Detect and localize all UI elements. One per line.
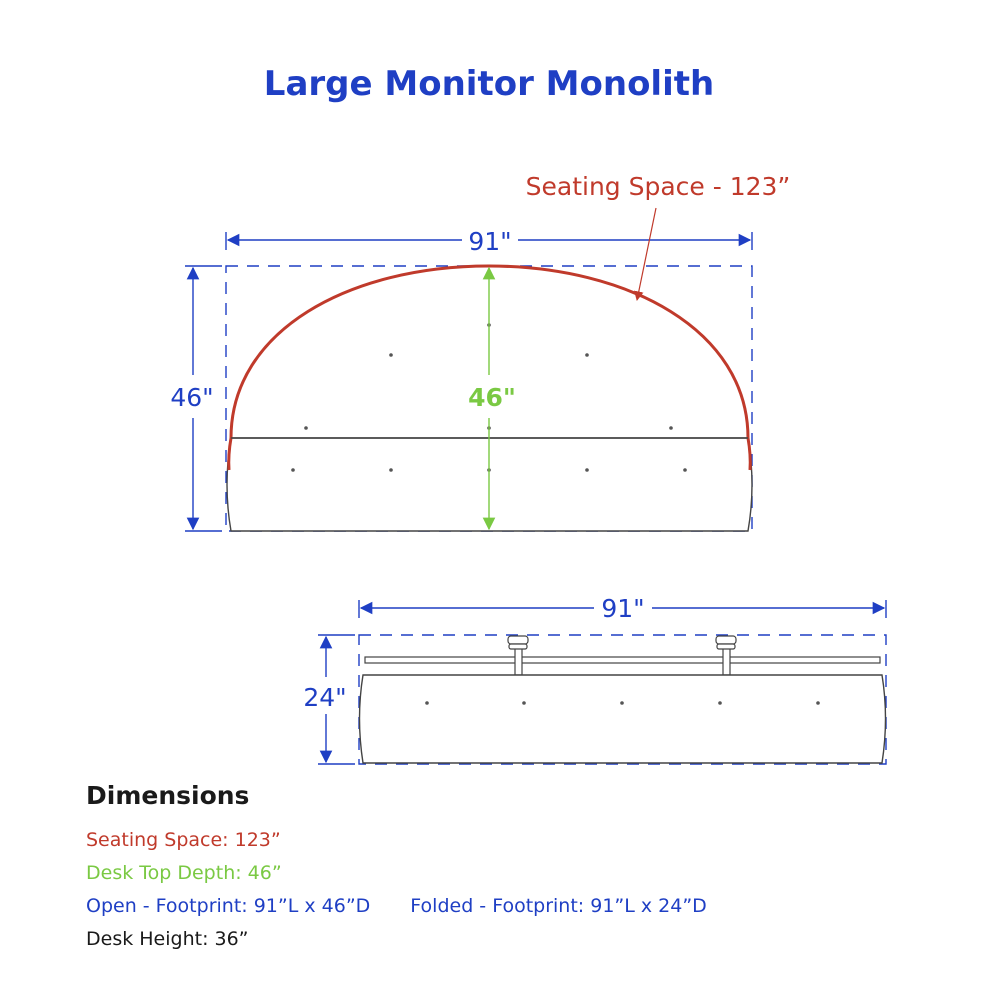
dimension-desk-height	[86, 923, 966, 956]
dot	[620, 701, 624, 705]
dot	[304, 426, 308, 430]
dimensions-legend	[86, 780, 966, 956]
folded-desk-base	[360, 675, 886, 763]
open-width-label: 91"	[468, 227, 512, 256]
dimension-seating-space	[86, 824, 966, 857]
page-title: Large Monitor Monolith	[263, 64, 715, 104]
dot	[816, 701, 820, 705]
open-view	[170, 172, 790, 531]
folded-desk-top	[365, 657, 880, 663]
dot	[718, 701, 722, 705]
folded-hinge-left	[508, 636, 528, 675]
dot	[291, 468, 295, 472]
dot	[389, 468, 393, 472]
dimension-seating-space-text: Seating Space: 123”	[86, 829, 281, 851]
dot	[683, 468, 687, 472]
dimension-desk-top-depth	[86, 857, 966, 890]
dot	[425, 701, 429, 705]
dot	[669, 426, 673, 430]
seating-space-callout: Seating Space - 123”	[525, 172, 791, 201]
open-depth-label: 46"	[170, 383, 214, 412]
folded-depth-label: 24"	[303, 683, 347, 712]
dimension-open-footprint: Open - Footprint: 91”L x 46”D	[86, 895, 371, 917]
dimension-folded-footprint: Folded - Footprint: 91”L x 24”D	[410, 895, 707, 917]
folded-view	[303, 594, 886, 764]
dimensions-heading: Dimensions	[86, 781, 250, 810]
dot	[522, 701, 526, 705]
dot	[389, 353, 393, 357]
seating-callout-leader	[637, 208, 656, 300]
dot	[585, 353, 589, 357]
folded-width-label: 91"	[601, 594, 645, 623]
dimension-footprints	[86, 890, 966, 923]
folded-hinge-right	[716, 636, 736, 675]
dimension-desk-top-depth-text: Desk Top Depth: 46”	[86, 862, 282, 884]
dimension-desk-height-text: Desk Height: 36”	[86, 928, 249, 950]
desk-depth-label: 46"	[468, 383, 516, 412]
dot	[585, 468, 589, 472]
